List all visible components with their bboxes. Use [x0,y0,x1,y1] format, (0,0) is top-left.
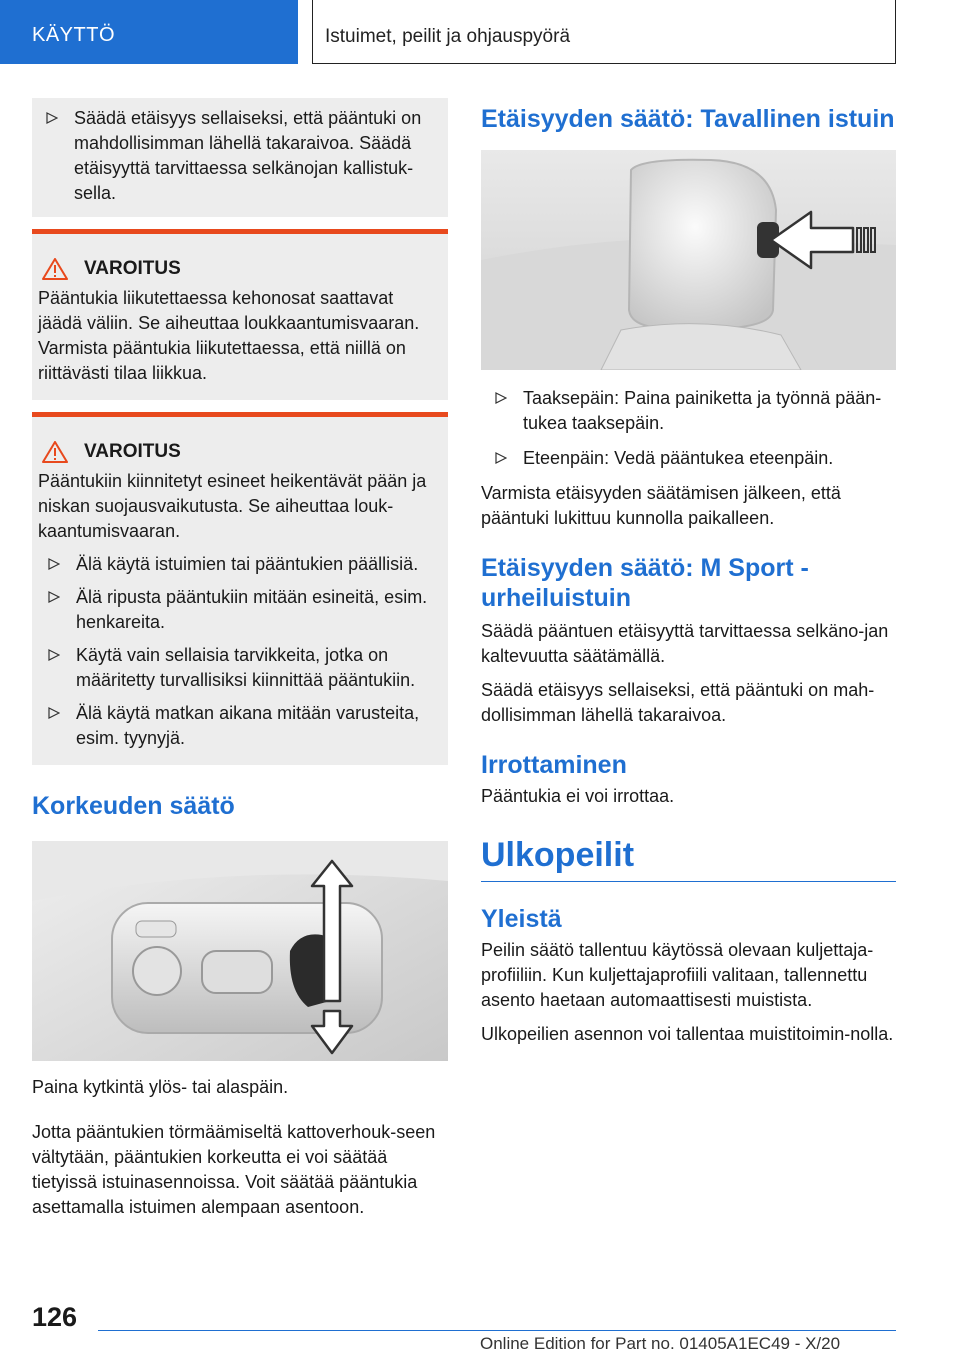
section-heading: Yleistä [481,905,562,933]
continued-bullets [32,106,440,206]
bullet-triangle-icon [495,452,507,464]
section-title: KÄYTTÖ [32,24,116,46]
list-item: Käytä vain sellaisia tarvikkeita, jotka on määritetty turvallisiksi kiinnittää pääntukiin. [38,643,440,693]
list-item: Säädä etäisyys sellaiseksi, että pääntuki on mahdollisimman lähellä takaraivoa. Säädä etäisyyttä tarvittaessa selkänojan kallistuk-sella. [32,106,440,206]
list-item: Älä ripusta pääntukiin mitään esineitä, esim. henkareita. [38,585,440,635]
warning-box [32,412,448,765]
warning-title: VAROITUS [38,258,440,280]
section-heading: Irrottaminen [481,751,627,779]
section-heading: Etäisyyden säätö: M Sport -urheiluistuin [481,554,809,612]
warning-title: VAROITUS [38,441,440,463]
bullet-triangle-icon [46,112,58,124]
headrest-image [481,150,896,370]
section-tab [0,0,298,64]
footer-divider [98,1330,896,1331]
warning-triangle-icon [42,258,68,280]
bullet-triangle-icon [495,392,507,404]
paragraph: Varmista etäisyyden säätämisen jälkeen, että pääntuki lukittuu kunnolla paikalleen. [481,483,841,528]
paragraph: Pääntukia ei voi irrottaa. [481,786,675,806]
warning-bullets [38,552,440,751]
warning-text: Pääntukia liikutettaessa kehonosat saattavat jäädä väliin. Se aiheuttaa loukkaantumisvaaran. Varmista pääntukia liikutettaessa, että niillä on riittävästi tilaa liikkua. [38,288,420,383]
section-heading: Korkeuden säätö [32,792,235,820]
seat-switch-illustration [32,841,448,1061]
paragraph: Jotta pääntukien törmäämiseltä kattoverhouk-seen vältytään, pääntukien korkeutta ei voi säätää tietyissä istuinasennoissa. Voit säätää pääntukia asettamalla istuimen alempaan asentoon. [32,1122,436,1217]
warning-box [32,229,448,400]
list-item: Eteenpäin: Vedä pääntukea eteenpäin. [481,446,896,471]
chapter-header [312,0,896,64]
footer-edition: Online Edition for Part no. 01405A1EC49 - X/20 [480,1334,841,1353]
section-heading: Etäisyyden säätö: Tavallinen istuin [481,105,895,133]
bullet-triangle-icon [48,558,60,570]
list-item: Älä käytä istuimien tai pääntukien päällisiä. [38,552,440,577]
bullet-triangle-icon [48,591,60,603]
left-column [32,98,448,1220]
headrest-illustration [481,150,896,370]
paragraph: Ulkopeilien asennon voi tallentaa muistitoimin-nolla. [481,1024,894,1044]
paragraph: Peilin säätö tallentuu käytössä olevaan kuljettaja-profiiliin. Kun kuljettajaprofiili valitaan, tallennettu asento haetaan automaattisesti muistista. [481,940,874,1010]
paragraph: Säädä pääntuen etäisyyttä tarvittaessa selkäno-jan kaltevuutta säätämällä. [481,621,889,666]
chapter-heading: Ulkopeilit [481,835,896,882]
seat-switch-image [32,841,448,1061]
paragraph: Säädä etäisyys sellaiseksi, että pääntuki on mah-dollisimman lähellä takaraivoa. [481,680,875,725]
page-number: 126 [32,1302,78,1332]
chapter-title: Istuimet, peilit ja ohjauspyörä [325,26,571,47]
continued-box [32,98,448,217]
list-item: Älä käytä matkan aikana mitään varusteita, esim. tyynyjä. [38,701,440,751]
bullet-triangle-icon [48,649,60,661]
right-column [481,98,896,1047]
warning-text: Pääntukiin kiinnitetyt esineet heikentävät pään ja niskan suojausvaikutusta. Se aiheuttaa louk-kaantumisvaaran. [38,471,427,541]
paragraph: Paina kytkintä ylös- tai alaspäin. [32,1077,289,1097]
warning-triangle-icon [42,441,68,463]
bullet-triangle-icon [48,707,60,719]
adjust-bullets [481,386,896,471]
list-item: Taaksepäin: Paina painiketta ja työnnä pään-tukea taaksepäin. [481,386,896,436]
